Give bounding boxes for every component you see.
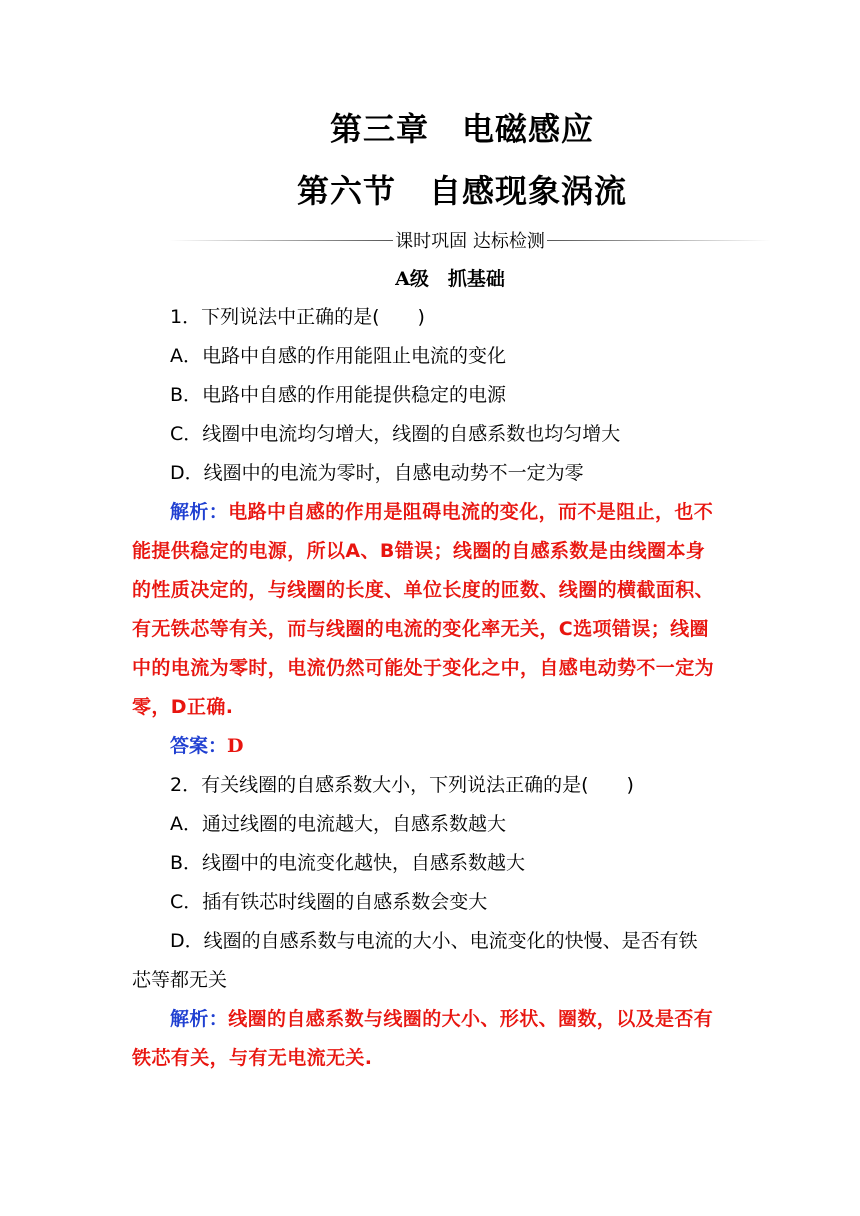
level-heading: A级 抓基础 — [395, 268, 505, 290]
question-2-stem: 2．有关线圈的自感系数大小，下列说法正确的是( ) — [170, 774, 634, 796]
question-2-option-b: B．线圈中的电流变化越快，自感系数越大 — [170, 852, 526, 874]
answer-value: D — [227, 735, 244, 757]
question-1-analysis-line: 有无铁芯等有关，而与线圈的电流的变化率无关，C选项错误；线圈 — [132, 618, 709, 640]
question-1-option-c: C．线圈中电流均匀增大，线圈的自感系数也均匀增大 — [170, 423, 621, 445]
question-2-option-d-cont: 芯等都无关 — [132, 969, 228, 991]
question-1-option-b: B．电路中自感的作用能提供稳定的电源 — [170, 384, 507, 406]
analysis-text: 电路中自感的作用是阻碍电流的变化，而不是阻止，也不 — [228, 501, 714, 523]
analysis-label: 解析： — [170, 501, 229, 523]
question-1-analysis-line — [132, 493, 732, 532]
question-1-option-a: A．电路中自感的作用能阻止电流的变化 — [170, 345, 506, 367]
question-1-analysis-line: 的性质决定的，与线圈的长度、单位长度的匝数、线圈的横截面积、 — [132, 579, 715, 601]
question-2-analysis-line: 铁芯有关，与有无电流无关. — [132, 1047, 373, 1069]
chapter-title: 第三章 电磁感应 — [329, 110, 594, 148]
question-1-analysis-line: 中的电流为零时，电流仍然可能处于变化之中，自感电动势不一定为 — [132, 657, 715, 679]
analysis-text: 线圈的自感系数与线圈的大小、形状、圈数，以及是否有 — [228, 1008, 714, 1030]
banner-rule-right — [547, 240, 770, 241]
banner-rule-left — [170, 240, 393, 241]
question-1-analysis-line: 能提供稳定的电源，所以A、B错误；线圈的自感系数是由线圈本身 — [132, 540, 706, 562]
question-2-option-c: C．插有铁芯时线圈的自感系数会变大 — [170, 891, 488, 913]
section-title: 第六节 自感现象涡流 — [296, 172, 627, 210]
question-content — [132, 298, 732, 1078]
question-1-stem: 1．下列说法中正确的是( ) — [170, 306, 425, 328]
question-1-analysis-line: 零，D正确. — [132, 696, 234, 718]
question-2-option-a: A．通过线圈的电流越大，自感系数越大 — [170, 813, 506, 835]
question-1-answer — [132, 727, 732, 766]
analysis-label: 解析： — [170, 1008, 229, 1030]
banner-text: 课时巩固 达标检测 — [395, 231, 545, 252]
answer-label: 答案： — [170, 735, 228, 757]
question-2-analysis-line — [132, 1000, 732, 1039]
question-1-option-d: D．线圈中的电流为零时，自感电动势不一定为零 — [170, 462, 584, 484]
banner — [170, 228, 770, 252]
question-2-option-d: D．线圈的自感系数与电流的大小、电流变化的快慢、是否有铁 — [170, 930, 698, 952]
